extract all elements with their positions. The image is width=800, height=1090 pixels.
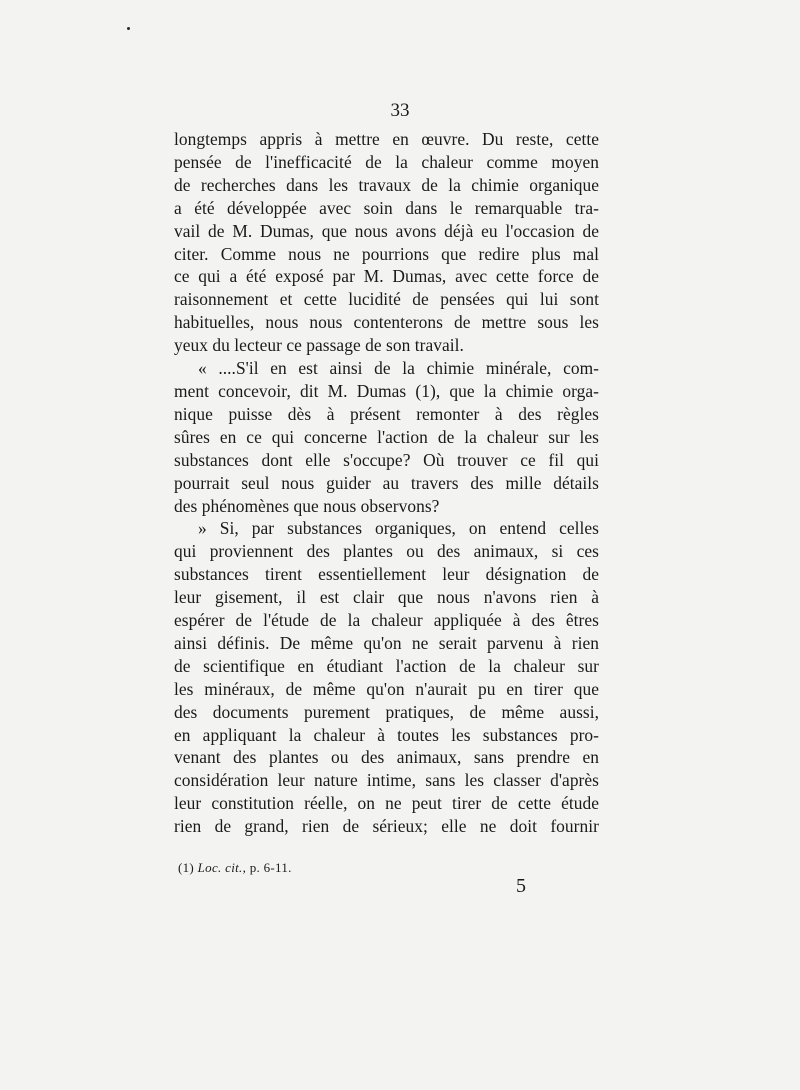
text-line: substances dont elle s'occupe? Où trouver ce fil qui [174,449,599,470]
text-line: espérer de l'étude de la chaleur appliquée à des êtres [174,610,599,631]
footnote-reference: Loc. cit., [197,860,247,875]
text-line: substances tirent essentiellement leur désignation de [174,564,599,585]
page-number: 33 [390,100,410,121]
text-line: leur gisement, il est clair que nous n'avons rien à [174,587,599,608]
text-line: » Si, par substances organiques, on entend celles [198,518,599,539]
text-line: de scientifique en étudiant l'action de la chaleur sur [174,655,599,676]
text-line: a été développée avec soin dans le remarquable tra- [174,197,599,218]
text-line: nique puisse dès à présent remonter à des règles [174,403,599,424]
text-line: les minéraux, de même qu'on n'aurait pu en tirer que [174,678,599,699]
text-line: venant des plantes ou des animaux, sans prendre en [174,747,599,768]
signature-mark: 5 [516,875,526,897]
text-line: ce qui a été exposé par M. Dumas, avec cette force de [174,266,599,287]
text-line: leur constitution réelle, on ne peut tirer de cette étude [174,793,599,814]
body-text [174,128,599,838]
text-line: en appliquant la chaleur à toutes les substances pro- [174,724,599,745]
text-line: de recherches dans les travaux de la chimie organique [174,174,599,195]
text-line: des phénomènes que nous observons? [174,495,440,516]
text-line: raisonnement et cette lucidité de pensées qui lui sont [174,289,599,310]
text-line: pensée de l'inefficacité de la chaleur comme moyen [174,151,599,172]
text-line: yeux du lecteur ce passage de son travail. [174,335,464,356]
text-line: sûres en ce qui concerne l'action de la chaleur sur les [174,426,599,447]
text-line: longtemps appris à mettre en œuvre. Du reste, cette [174,129,599,149]
text-line: considération leur nature intime, sans les classer d'après [174,770,599,791]
text-line: ment concevoir, dit M. Dumas (1), que la chimie orga- [174,380,599,401]
text-line: des documents purement pratiques, de même aussi, [174,701,599,722]
text-line: ainsi définis. De même qu'on ne serait parvenu à rien [174,632,599,653]
footnote [178,860,292,876]
paper-speck [127,27,130,30]
footnote-marker: (1) [178,860,195,875]
footnote-pages: p. 6-11. [249,860,292,875]
text-line: habituelles, nous nous contenterons de mettre sous les [174,312,599,333]
text-line: pourrait seul nous guider au travers des mille détails [174,472,599,493]
text-line: rien de grand, rien de sérieux; elle ne doit fournir [174,816,599,837]
text-line: citer. Comme nous ne pourrions que redire plus mal [174,243,599,264]
text-line: « ....S'il en est ainsi de la chimie minérale, com- [198,358,599,379]
text-line: qui proviennent des plantes ou des animaux, si ces [174,541,599,562]
text-line: vail de M. Dumas, que nous avons déjà eu l'occasion de [174,220,599,241]
